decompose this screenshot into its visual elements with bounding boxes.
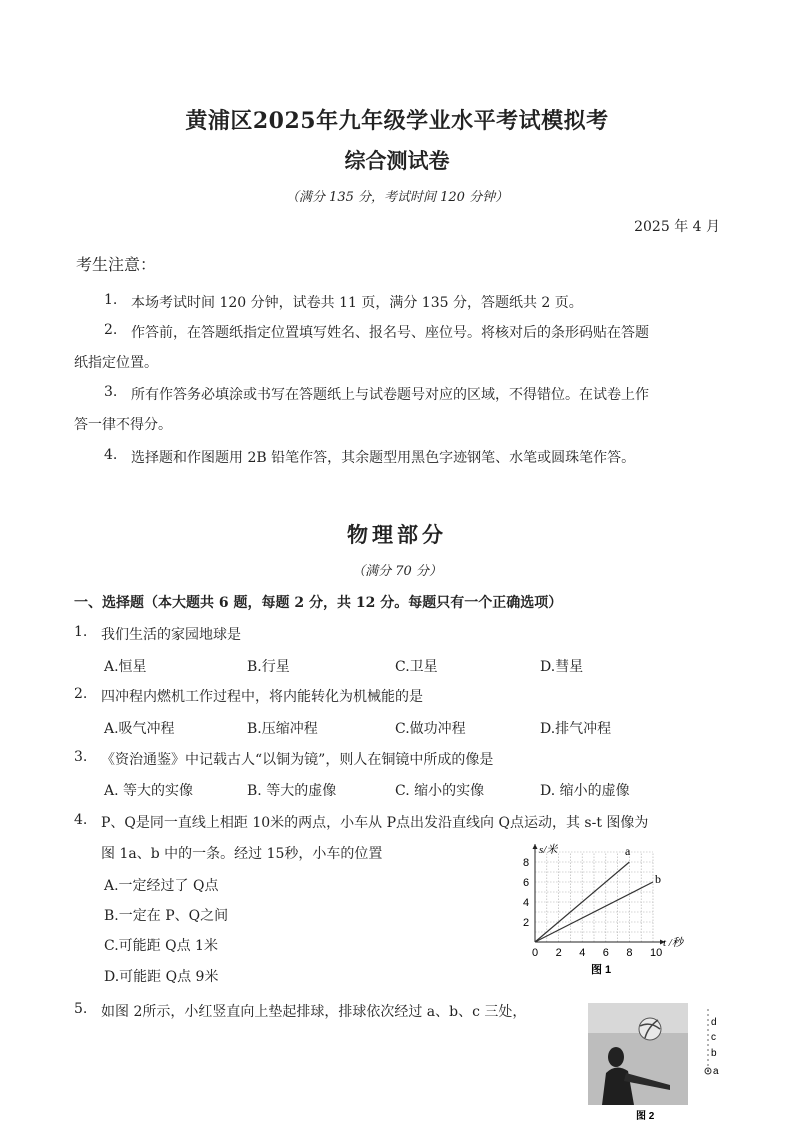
exam-title: 黄浦区2025年九年级学业水平考试模拟考 [185,108,609,134]
figure-2-label-a: a [713,1066,719,1077]
question-2-option-b: B.压缩冲程 [247,721,318,737]
y-tick-label: 6 [523,877,530,889]
question-5-text: 如图 2所示，小红竖直向上垫起排球，排球依次经过 a、b、c 三处， [101,1004,527,1020]
question-1-option-c: C.卫星 [395,659,438,675]
figure-1-line-a-label: a [625,844,631,858]
question-1-option-a: A.恒星 [104,659,147,675]
question-4-text-cont: 图 1a、b 中的一条。经过 15秒，小车的位置 [101,846,383,862]
notice-item-2-text: 作答前，在答题纸指定位置填写姓名、报名号、座位号。将核对后的条形码贴在答题 [131,325,649,341]
figure-2-label-b: b [711,1048,717,1059]
figure-2-label-c: c [711,1032,716,1043]
notice-item-2-cont: 纸指定位置。 [74,355,158,371]
question-1-text: 我们生活的家园地球是 [101,627,241,643]
notice-item-2-num: 2. [104,322,118,338]
figure-1-y-axis-label: s/米 [539,844,558,856]
question-1-option-b: B.行星 [247,659,290,675]
question-1-option-d: D.彗星 [540,659,584,675]
question-3-num: 3. [74,749,88,765]
question-4-text: P、Q是同一直线上相距 10米的两点，小车从 P点出发沿直线向 Q点运动，其 s-t 图像为 [101,815,649,831]
question-2-option-d: D.排气冲程 [540,721,612,737]
notice-heading: 考生注意： [76,255,157,274]
question-4-option-d: D.可能距 Q点 9米 [104,969,219,985]
notice-item-3-num: 3. [104,384,118,400]
question-2-option-c: C.做功冲程 [395,721,466,737]
section-title: 物理部分 [347,522,447,547]
figure-1-caption: 图 1 [591,964,612,976]
y-tick-label: 4 [523,897,530,909]
figure-1-axes [533,844,666,945]
exam-subtitle: 综合测试卷 [344,148,450,173]
y-tick-label: 2 [523,917,530,929]
figure-1-line-b-label: b [655,872,661,886]
volleyball-icon [639,1018,661,1040]
question-4-num: 4. [74,812,88,828]
figure-1-x-axis-label: t /秒 [663,937,683,949]
player-head-icon [608,1047,624,1067]
exam-score-note: （满分 135 分，考试时间 120 分钟） [285,190,509,205]
figure-2-label-d: d [711,1017,717,1028]
question-2-text: 四冲程内燃机工作过程中，将内能转化为机械能的是 [101,689,423,705]
question-5-num: 5. [74,1001,88,1017]
question-3-option-c: C. 缩小的实像 [395,783,485,799]
figure-1-graph [515,838,685,978]
notice-item-1-text: 本场考试时间 120 分钟，试卷共 11 页，满分 135 分，答题纸共 2 页。 [131,295,583,311]
x-tick-label: 6 [602,947,609,959]
section-score-note: （满分 70 分） [352,564,442,579]
x-tick-label: 2 [555,947,562,959]
figure-2-caption: 图 2 [636,1111,655,1122]
question-4-option-c: C.可能距 Q点 1米 [104,938,218,954]
exam-date: 2025 年 4 月 [634,219,720,235]
figure-1-grid [535,852,653,942]
question-3-option-b: B. 等大的虚像 [247,783,337,799]
question-4-option-b: B.一定在 P、Q之间 [104,908,229,924]
question-2-option-a: A.吸气冲程 [104,721,175,737]
y-tick-label: 8 [523,857,530,869]
x-tick-label: 10 [650,947,663,959]
figure-2-wall [588,1003,688,1033]
question-3-option-a: A. 等大的实像 [104,783,194,799]
question-3-option-d: D. 缩小的虚像 [540,783,630,799]
notice-item-3-text: 所有作答务必填涂或书写在答题纸上与试卷题号对应的区域，不得错位。在试卷上作 [131,387,649,403]
x-tick-label: 0 [532,947,539,959]
x-tick-label: 4 [579,947,586,959]
question-1-num: 1. [74,624,88,640]
x-tick-label: 8 [626,947,633,959]
notice-item-1-num: 1. [104,292,118,308]
figure-2-photo [588,1003,723,1123]
question-3-text: 《资治通鉴》中记载古人“以铜为镜”，则人在铜镜中所成的像是 [101,752,494,768]
question-4-option-a: A.一定经过了 Q点 [104,878,219,894]
notice-item-4-num: 4. [104,447,118,463]
notice-item-4-text: 选择题和作图题用 2B 铅笔作答，其余题型用黑色字迹钢笔、水笔或圆珠笔作答。 [131,450,636,466]
part-heading: 一、选择题（本大题共 6 题，每题 2 分，共 12 分。每题只有一个正确选项） [74,595,563,611]
notice-item-3-cont: 答一律不得分。 [74,417,172,433]
y-axis-arrow [533,844,538,849]
question-2-num: 2. [74,686,88,702]
